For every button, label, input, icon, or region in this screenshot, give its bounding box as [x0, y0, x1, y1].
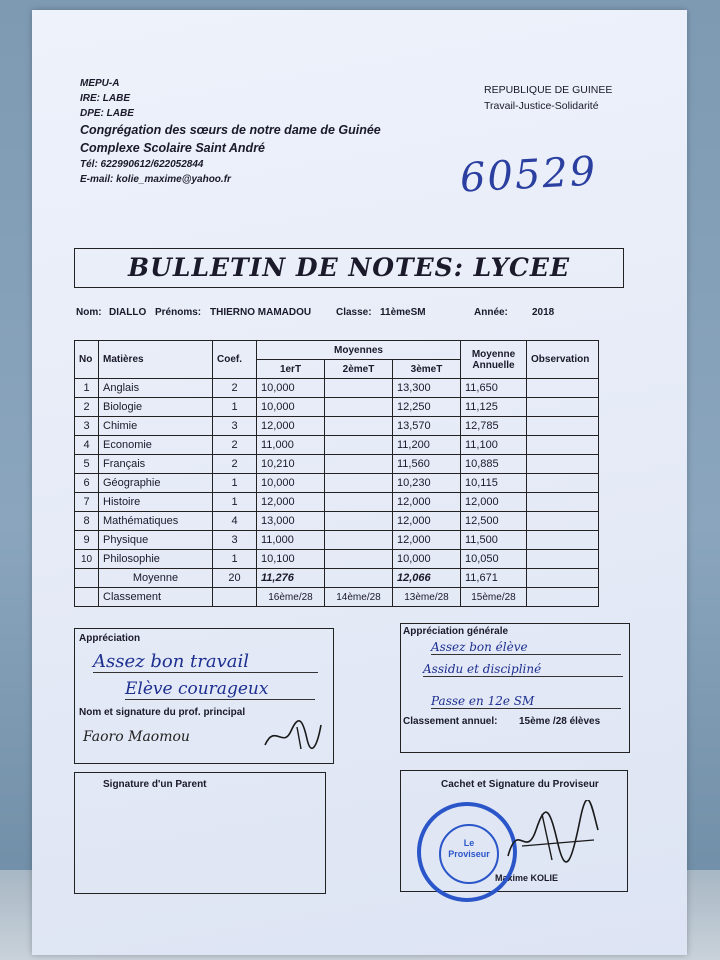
moyenne-no-cell	[75, 569, 99, 588]
row-no: 6	[75, 474, 99, 493]
appreciation-generale-box	[400, 623, 630, 753]
header-coef: Coef.	[213, 341, 257, 379]
classement-no-cell	[75, 588, 99, 607]
row-coef: 3	[213, 531, 257, 550]
nom-value: DIALLO	[109, 307, 147, 318]
row-t1: 10,000	[257, 474, 325, 493]
nom-label: Nom:	[76, 307, 102, 318]
row-no: 1	[75, 379, 99, 398]
row-t3: 12,000	[393, 531, 461, 550]
row-no: 2	[75, 398, 99, 417]
seal-center-text: Le Proviseur	[448, 838, 490, 859]
header-no: No	[75, 341, 99, 379]
proviseur-name: Maxime KOLIE	[495, 873, 559, 883]
generale-hand-1: Assez bon élève	[431, 640, 621, 655]
row-coef: 1	[213, 493, 257, 512]
row-annuelle: 12,000	[461, 493, 527, 512]
row-matiere: Physique	[99, 531, 213, 550]
row-t1: 10,000	[257, 379, 325, 398]
classement-annuel-label: Classement annuel:	[403, 716, 498, 727]
moyenne-coef: 20	[213, 569, 257, 588]
appreciation-hand-2: Elève courageux	[125, 679, 315, 700]
generale-hand-2: Assidu et discipliné	[423, 662, 623, 677]
row-coef: 4	[213, 512, 257, 531]
row-t3: 10,000	[393, 550, 461, 569]
row-t2	[325, 398, 393, 417]
header-matieres: Matières	[99, 341, 213, 379]
row-matiere: Economie	[99, 436, 213, 455]
row-coef: 2	[213, 455, 257, 474]
table-header-row	[75, 341, 599, 360]
moyenne-observation	[527, 569, 599, 588]
row-matiere: Biologie	[99, 398, 213, 417]
row-matiere: Mathématiques	[99, 512, 213, 531]
page-title: BULLETIN DE NOTES: LYCEE	[127, 253, 571, 282]
prof-name: Faoro Maomou	[83, 729, 190, 745]
row-annuelle: 11,125	[461, 398, 527, 417]
header-t1: 1erT	[257, 360, 325, 379]
row-t3: 10,230	[393, 474, 461, 493]
table-row	[75, 550, 599, 569]
row-observation	[527, 417, 599, 436]
classement-label: Classement	[99, 588, 213, 607]
row-no: 10	[75, 550, 99, 569]
classe-value: 11èmeSM	[380, 307, 426, 318]
row-observation	[527, 550, 599, 569]
proviseur-signature	[502, 800, 602, 870]
row-t1: 12,000	[257, 417, 325, 436]
row-t1: 10,100	[257, 550, 325, 569]
prof-label: Nom et signature du prof. principal	[79, 707, 246, 718]
classement-t3: 13ème/28	[393, 588, 461, 607]
classement-t1: 16ème/28	[257, 588, 325, 607]
prenoms-value: THIERNO MAMADOU	[210, 307, 312, 318]
moyenne-t1: 11,276	[257, 569, 325, 588]
row-annuelle: 10,885	[461, 455, 527, 474]
row-matiere: Philosophie	[99, 550, 213, 569]
row-observation	[527, 493, 599, 512]
appreciation-label: Appréciation	[79, 633, 141, 644]
grades-table	[74, 340, 599, 607]
classement-coef	[213, 588, 257, 607]
table-row	[75, 417, 599, 436]
header-moyennes: Moyennes	[257, 341, 461, 360]
header-congregation: Congrégation des sœurs de notre dame de Guinée	[80, 123, 381, 137]
row-observation	[527, 398, 599, 417]
row-observation	[527, 531, 599, 550]
row-no: 7	[75, 493, 99, 512]
row-matiere: Géographie	[99, 474, 213, 493]
row-coef: 1	[213, 474, 257, 493]
table-row	[75, 379, 599, 398]
row-annuelle: 10,050	[461, 550, 527, 569]
school-header	[80, 76, 381, 187]
moyenne-t3: 12,066	[393, 569, 461, 588]
table-row	[75, 436, 599, 455]
header-motto: Travail-Justice-Solidarité	[484, 100, 599, 112]
row-coef: 2	[213, 436, 257, 455]
row-t3: 12,000	[393, 493, 461, 512]
row-observation	[527, 379, 599, 398]
header-t3: 3èmeT	[393, 360, 461, 379]
row-t3: 11,560	[393, 455, 461, 474]
header-observation: Observation	[527, 341, 599, 379]
row-coef: 1	[213, 550, 257, 569]
row-no: 4	[75, 436, 99, 455]
row-t3: 13,300	[393, 379, 461, 398]
prenoms-label: Prénoms:	[155, 307, 202, 318]
row-t3: 12,250	[393, 398, 461, 417]
classement-row	[75, 588, 599, 607]
row-t3: 11,200	[393, 436, 461, 455]
row-observation	[527, 474, 599, 493]
row-t3: 12,000	[393, 512, 461, 531]
row-t2	[325, 493, 393, 512]
title-box	[74, 248, 624, 288]
header-ire: IRE: LABE	[80, 93, 130, 104]
row-t2	[325, 474, 393, 493]
header-republic: REPUBLIQUE DE GUINEE	[484, 84, 613, 96]
moyenne-annuelle: 11,671	[461, 569, 527, 588]
row-t2	[325, 550, 393, 569]
row-coef: 2	[213, 379, 257, 398]
row-no: 3	[75, 417, 99, 436]
classement-annuelle: 15ème/28	[461, 588, 527, 607]
report-card-paper	[32, 10, 687, 955]
parent-signature-box	[74, 772, 326, 894]
row-annuelle: 10,115	[461, 474, 527, 493]
classement-observation	[527, 588, 599, 607]
appreciation-box	[74, 628, 334, 764]
header-phone: Tél: 622990612/622052844	[80, 159, 204, 170]
row-t2	[325, 531, 393, 550]
header-ministry: MEPU-A	[80, 78, 120, 89]
row-coef: 1	[213, 398, 257, 417]
annee-value: 2018	[532, 307, 555, 318]
moyenne-row	[75, 569, 599, 588]
row-matiere: Anglais	[99, 379, 213, 398]
appreciation-hand-1: Assez bon travail	[93, 651, 318, 673]
moyenne-label: Moyenne	[99, 569, 213, 588]
row-observation	[527, 455, 599, 474]
row-coef: 3	[213, 417, 257, 436]
classement-annuel-value: 15ème /28 élèves	[519, 716, 601, 727]
row-annuelle: 12,500	[461, 512, 527, 531]
table-row	[75, 474, 599, 493]
row-t1: 12,000	[257, 493, 325, 512]
appreciation-generale-label: Appréciation générale	[403, 626, 509, 637]
classe-label: Classe:	[336, 307, 372, 318]
row-t1: 11,000	[257, 436, 325, 455]
header-email: E-mail: kolie_maxime@yahoo.fr	[80, 174, 231, 185]
table-row	[75, 455, 599, 474]
row-t2	[325, 455, 393, 474]
row-no: 9	[75, 531, 99, 550]
prof-signature	[261, 717, 325, 753]
header-dpe: DPE: LABE	[80, 108, 134, 119]
row-matiere: Histoire	[99, 493, 213, 512]
row-t1: 10,000	[257, 398, 325, 417]
row-t1: 11,000	[257, 531, 325, 550]
row-t2	[325, 436, 393, 455]
row-annuelle: 12,785	[461, 417, 527, 436]
proviseur-label: Cachet et Signature du Proviseur	[441, 779, 599, 790]
republic-header	[484, 82, 612, 114]
row-annuelle: 11,650	[461, 379, 527, 398]
row-no: 8	[75, 512, 99, 531]
table-row	[75, 512, 599, 531]
handwritten-number: 60529	[458, 148, 599, 202]
row-t2	[325, 512, 393, 531]
row-matiere: Français	[99, 455, 213, 474]
parent-signature-label: Signature d'un Parent	[103, 779, 207, 790]
header-annuelle: Moyenne Annuelle	[461, 341, 527, 379]
row-annuelle: 11,100	[461, 436, 527, 455]
row-t3: 13,570	[393, 417, 461, 436]
row-observation	[527, 436, 599, 455]
moyenne-t2	[325, 569, 393, 588]
table-row	[75, 398, 599, 417]
table-row	[75, 493, 599, 512]
row-t1: 10,210	[257, 455, 325, 474]
row-matiere: Chimie	[99, 417, 213, 436]
generale-hand-3: Passe en 12e SM	[431, 694, 621, 709]
row-no: 5	[75, 455, 99, 474]
row-observation	[527, 512, 599, 531]
row-t2	[325, 379, 393, 398]
header-t2: 2èmeT	[325, 360, 393, 379]
row-t2	[325, 417, 393, 436]
table-row	[75, 531, 599, 550]
row-t1: 13,000	[257, 512, 325, 531]
annee-label: Année:	[474, 307, 508, 318]
row-annuelle: 11,500	[461, 531, 527, 550]
classement-t2: 14ème/28	[325, 588, 393, 607]
header-school-name: Complexe Scolaire Saint André	[80, 141, 266, 155]
